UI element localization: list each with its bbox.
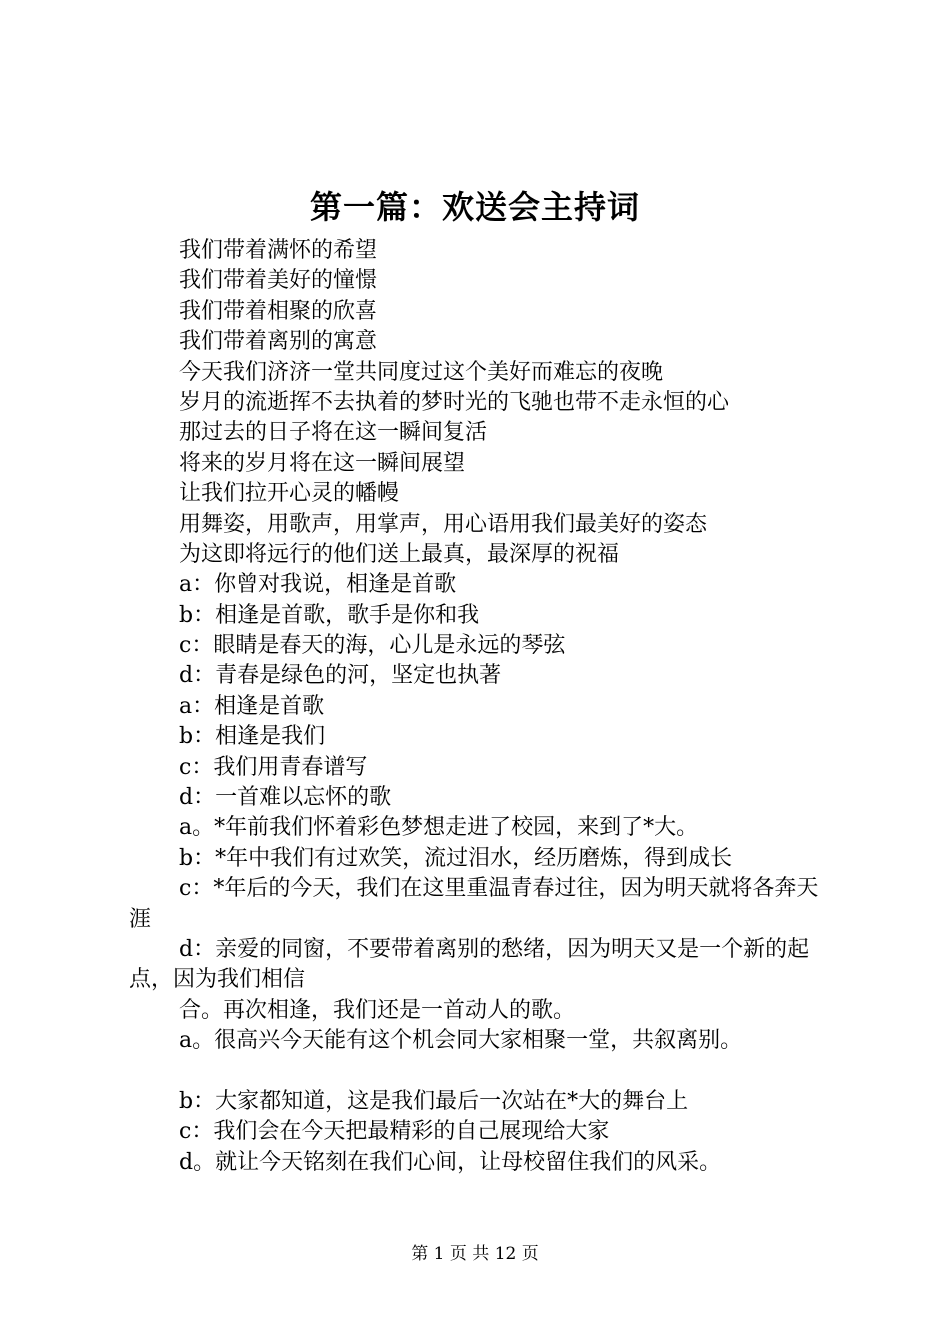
dialogue-line: b：*年中我们有过欢笑，流过泪水，经历磨炼，得到成长 [179, 845, 733, 871]
text-line: 我们带着满怀的希望 [179, 238, 378, 263]
dialogue-line: a。*年前我们怀着彩色梦想走进了校园，来到了*大。 [179, 815, 699, 841]
dialogue-line: a：相逢是首歌 [179, 693, 325, 719]
text-line: 为这即将远行的他们送上最真，最深厚的祝福 [179, 541, 620, 567]
text-line: 今天我们济济一堂共同度过这个美好而难忘的夜晚 [179, 359, 664, 385]
text-line: 我们带着相聚的欣喜 [179, 298, 378, 324]
dialogue-line: d：青春是绿色的河，坚定也执著 [179, 663, 502, 689]
text-line: 用舞姿，用歌声，用掌声，用心语用我们最美好的姿态 [179, 511, 708, 537]
dialogue-line: a：你曾对我说，相逢是首歌 [179, 572, 457, 598]
text-line: 我们带着离别的寓意 [179, 329, 378, 355]
text-line: 将来的岁月将在这一瞬间展望 [179, 450, 466, 476]
text-line: 让我们拉开心灵的幡幔 [179, 481, 400, 507]
document-body [129, 236, 834, 1178]
dialogue-line: a。很高兴今天能有这个机会同大家相聚一堂，共叙离别。 [179, 1028, 743, 1054]
dialogue-line: b：大家都知道，这是我们最后一次站在*大的舞台上 [179, 1089, 689, 1114]
text-line: 岁月的流逝挥不去执着的梦时光的飞驰也带不走永恒的心 [179, 389, 730, 415]
dialogue-paragraph: d：亲爱的同窗，不要带着离别的愁绪，因为明天又是一个新的起点，因为我们相信 [129, 937, 810, 993]
blank-line [129, 1057, 834, 1087]
text-line: 那过去的日子将在这一瞬间复活 [179, 420, 488, 446]
dialogue-line: c：眼睛是春天的海，心儿是永远的琴弦 [179, 633, 566, 659]
document-title: 第一篇：欢送会主持词 [309, 188, 640, 226]
dialogue-line: d：一首难以忘怀的歌 [179, 785, 392, 811]
dialogue-line: b：相逢是首歌，歌手是你和我 [179, 602, 480, 628]
dialogue-line: b：相逢是我们 [179, 724, 326, 750]
dialogue-line: c：我们会在今天把最精彩的自己展现给大家 [179, 1119, 610, 1145]
dialogue-line: c：我们用青春谱写 [179, 754, 368, 780]
dialogue-line: 合。再次相逢，我们还是一首动人的歌。 [179, 997, 576, 1023]
text-line: 我们带着美好的憧憬 [179, 268, 378, 294]
dialogue-line: d。就让今天铭刻在我们心间，让母校留住我们的风采。 [179, 1149, 722, 1175]
dialogue-paragraph: c：*年后的今天，我们在这里重温青春过往，因为明天就将各奔天涯 [129, 876, 819, 932]
page-number-footer: 第 1 页 共 12 页 [411, 1244, 539, 1264]
